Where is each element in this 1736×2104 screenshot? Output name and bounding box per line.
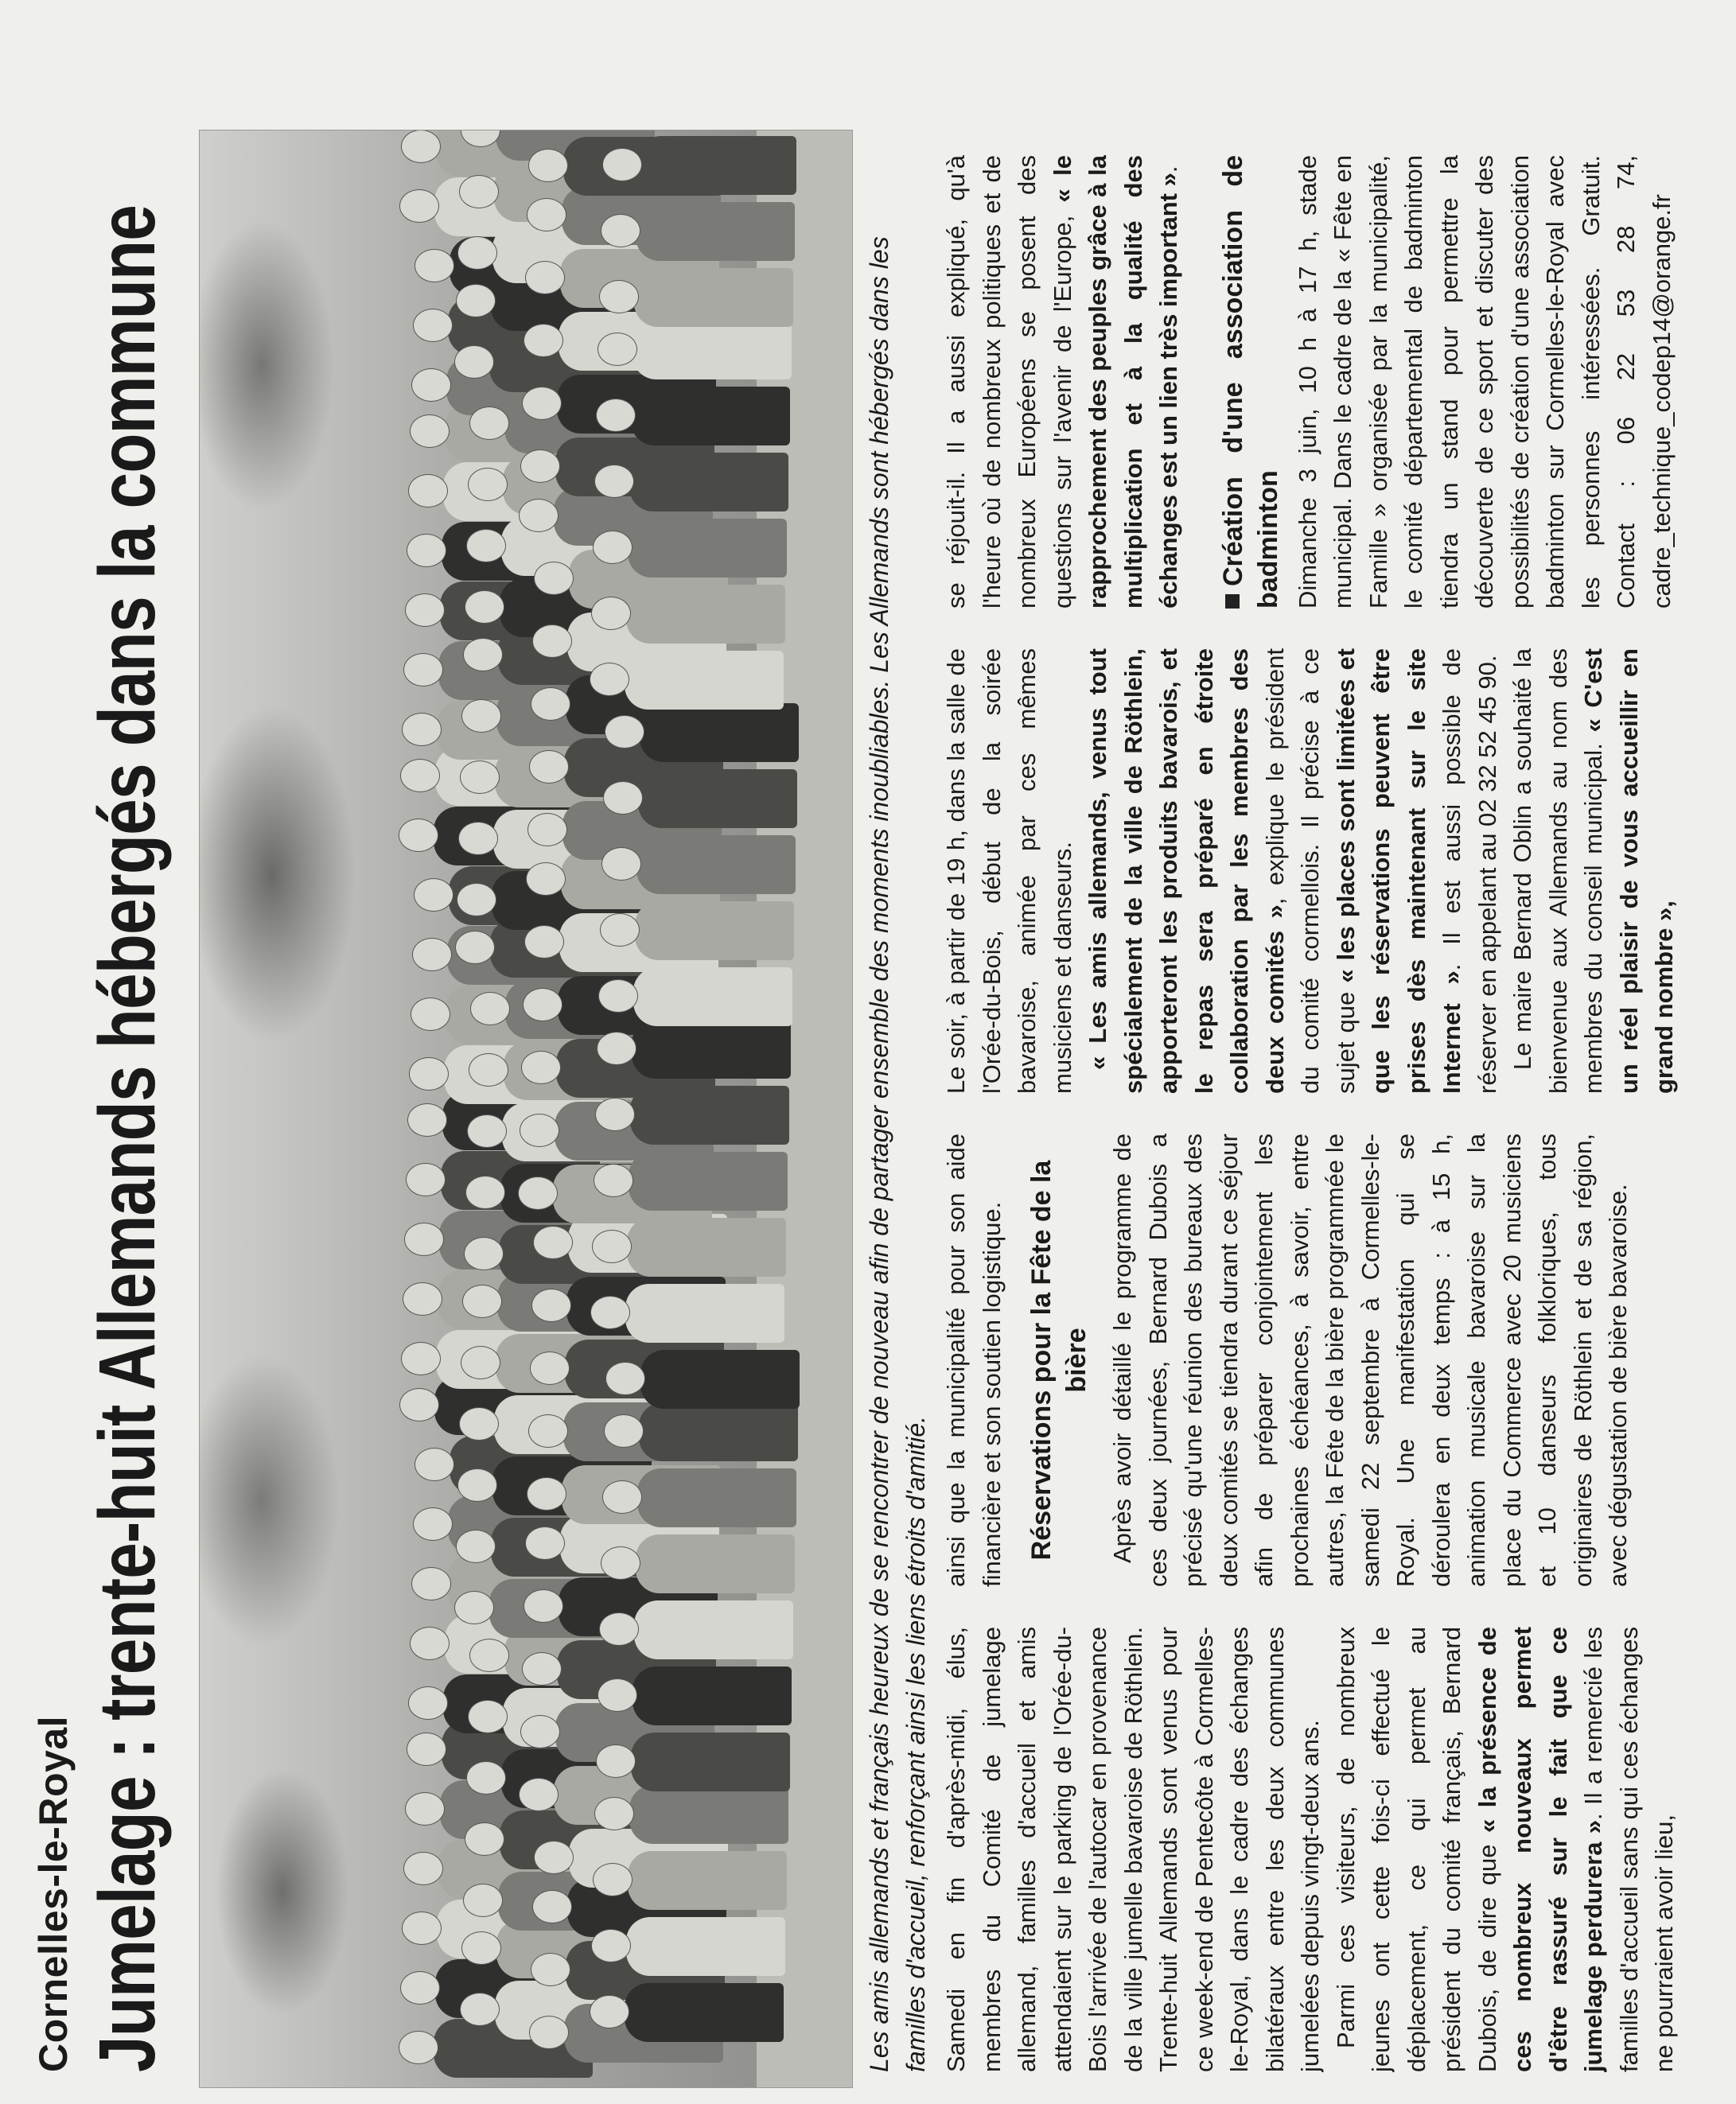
photo-caption: Les amis allemands et français heureux de se rencontrer de nouveau afin de partager ensemble des moments inoubliables. Les Allemands sont hébergés dans les familles d'accueil, renforçant ainsi les liens étroits d'amitié. xyxy=(865,236,930,2072)
quote: « Les amis allemands, venus tout spécialement de la ville de Röthlein, apporteront les produits bavarois, et le repas sera préparé en étroite collaboration par les membres des deux comités » xyxy=(1084,648,1289,1094)
paragraph xyxy=(939,155,1187,609)
quote: « le rapprochement des peuples grâce à la multiplication et à la qualité des échanges est un lien très important » xyxy=(1048,155,1182,609)
paragraph: Après avoir détaillé le programme de ces deux journées, Bernard Dubois a précisé qu'une réunion des bureaux des deux comités se tiendra durant ce séjour afin de préparer conjointement les prochaines échéances, à savoir, entre autres, la Fête de la bière programmée le samedi 22 septembre à Cormelles-le-Royal. Une manifestation qui se déroulera en deux temps : à 15 h, animation musicale bavaroise sur la place du Commerce avec 20 musiciens et 10 danseurs folkloriques, tous originaires de Röthlein et de sa région, avec dégustation de bière bavaroise. xyxy=(1108,1134,1632,1587)
section-rubric: Cornelles-le-Royal xyxy=(31,1715,76,2072)
paragraph xyxy=(1329,1627,1683,2072)
article-column-1 xyxy=(939,1627,1718,2072)
text-run: Parmi ces visiteurs, de nombreux jeunes ont cette fois-ci effectué le déplacement, ce qui permet au président du comité français, Bernard Dubois, de dire que xyxy=(1331,1627,1501,2072)
quote: « C'est un réel plaisir de vous accueillir en grand nombre », xyxy=(1579,648,1678,1094)
text-run: se réjouit-il. Il a aussi expliqué, qu'à l'heure où de nombreux politiques et de nombreux Européens se posent des questions sur l'avenir de l'Europe, xyxy=(942,155,1076,609)
photo-trees xyxy=(200,130,407,2087)
text-run: . xyxy=(1154,165,1182,173)
paragraph xyxy=(1505,648,1683,1094)
subheading: Réservations pour la Fête de la bière xyxy=(1026,1160,1092,1561)
text-run: Le maire Bernard Oblin a souhaité la bienvenue aux Allemands au nom des membres du conseil municipal. xyxy=(1508,648,1607,1094)
article-column-2 xyxy=(939,1134,1718,1587)
paragraph: Samedi en fin d'après-midi, élus, membres du Comité de jumelage allemand, familles d'accueil et amis attendaient sur le parking de l'Orée-du-Bois l'arrivée de l'autocar en provenance de la ville jumelle bavaroise de Röthlein. Trente-huit Allemands sont venus pour ce week-end de Pentecôte à Cormelles-le-Royal, dans le cadre des échanges bilatéraux entre les deux communes jumelées depuis vingt-deux ans. xyxy=(942,1627,1324,2072)
text-run: . Il a remercié les familles d'accueil sans qui ces échanges ne pourraient avoir lieu, xyxy=(1579,1627,1678,2072)
paragraph xyxy=(1080,648,1505,1094)
quote: « la présence de ces nombreux nouveaux permet d'être rassuré sur le fait que ce jumelage perdurera » xyxy=(1473,1627,1607,2072)
headline: Jumelage : trente-huit Allemands hébergés dans la commune xyxy=(83,204,172,2072)
paragraph: Dimanche 3 juin, 10 h à 17 h, stade municipal. Dans le cadre de la « Fête en Famille » organisée par la municipalité, le comité départemental de badminton tiendra un stand pour permettre la découverte de ce sport et discuter des possibilités de création d'une association badminton sur Cormelles-le-Royal avec les personnes intéressées. Gratuit. Contact : 06 22 53 28 74, cadre_technique_codep14@orange.fr xyxy=(1293,155,1676,609)
text-run: . Il est aussi possible de réserver en appelant au 02 32 52 45 90. xyxy=(1438,648,1501,1094)
quote: « les places sont limitées et que les réservations peuvent être prises dès maintenant sur le site Internet » xyxy=(1331,648,1465,1094)
square-bullet-icon xyxy=(1225,594,1240,609)
group-photo xyxy=(199,130,853,2088)
brief-heading xyxy=(1216,155,1286,609)
paragraph: ainsi que la municipalité pour son aide financière et son soutien logistique. xyxy=(942,1134,1006,1587)
text-run: , explique le président du comité cormellois. Il précise à ce sujet que xyxy=(1260,648,1360,1094)
article-column-4 xyxy=(939,155,1718,609)
paragraph: Le soir, à partir de 19 h, dans la salle de l'Orée-du-Bois, début de la soirée bavaroise, animée par ces mêmes musiciens et danseurs. xyxy=(942,648,1076,1094)
article-column-3 xyxy=(939,648,1718,1094)
brief-heading-text: Création d'une association de badminton xyxy=(1217,155,1283,609)
